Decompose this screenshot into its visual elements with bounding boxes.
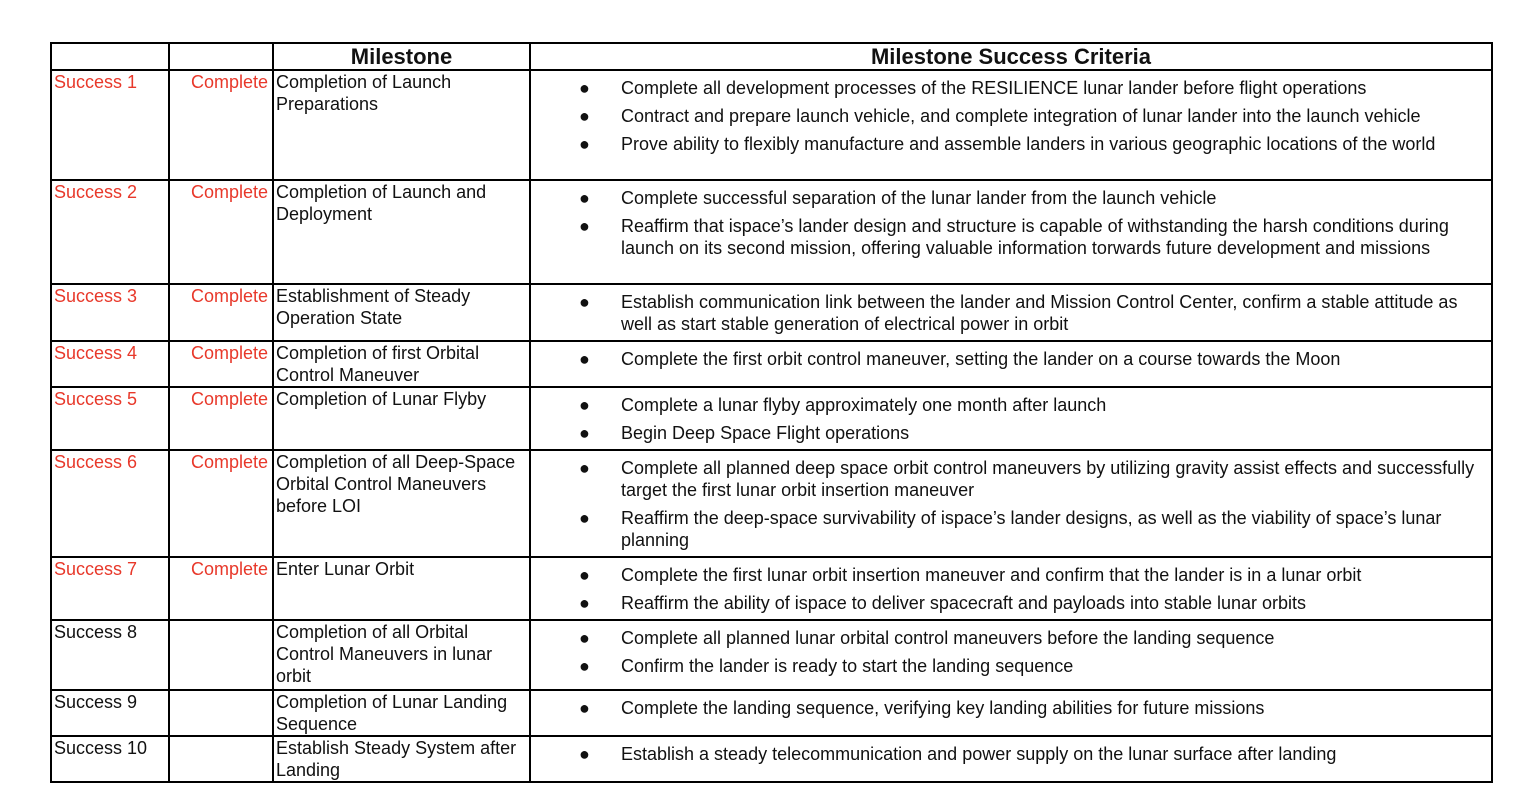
- bullet-icon: ●: [579, 78, 590, 98]
- criteria-text: Complete the first orbit control maneuver, setting the lander on a course towards the Moon: [621, 349, 1341, 369]
- table-row: [51, 620, 1492, 690]
- list-item: [533, 457, 1487, 501]
- criteria-text: Reaffirm that ispace’s lander design and structure is capable of withstanding the harsh conditions during launch on its second mission, offering valuable information torwards future development and missions: [621, 216, 1449, 258]
- success-id: Success 10: [51, 736, 169, 782]
- success-id: Success 1: [51, 70, 169, 180]
- list-item: [533, 187, 1487, 209]
- criteria-text: Complete the landing sequence, verifying key landing abilities for future missions: [621, 698, 1265, 718]
- criteria-list: [533, 457, 1487, 551]
- success-id: Success 4: [51, 341, 169, 387]
- bullet-icon: ●: [579, 395, 590, 415]
- success-id: Success 8: [51, 620, 169, 690]
- criteria-text: Reaffirm the deep-space survivability of ispace’s lander designs, as well as the viability of space’s lunar planning: [621, 508, 1442, 550]
- criteria-text: Complete a lunar flyby approximately one month after launch: [621, 395, 1107, 415]
- status-cell: Complete: [169, 450, 273, 557]
- criteria-text: Establish communication link between the lander and Mission Control Center, confirm a stable attitude as well as start stable generation of electrical power in orbit: [621, 292, 1458, 334]
- criteria-text: Complete all development processes of the RESILIENCE lunar lander before flight operations: [621, 78, 1367, 98]
- criteria-text: Complete successful separation of the lunar lander from the launch vehicle: [621, 188, 1217, 208]
- list-item: [533, 348, 1487, 370]
- criteria-cell: [530, 70, 1492, 180]
- header-id: [51, 43, 169, 70]
- criteria-cell: [530, 284, 1492, 341]
- list-item: [533, 697, 1487, 719]
- status-cell: Complete: [169, 70, 273, 180]
- bullet-icon: ●: [579, 698, 590, 718]
- milestone-cell: Completion of Launch and Deployment: [273, 180, 530, 284]
- status-cell: Complete: [169, 557, 273, 620]
- success-id: Success 3: [51, 284, 169, 341]
- criteria-cell: [530, 180, 1492, 284]
- table-row: [51, 284, 1492, 341]
- list-item: [533, 592, 1487, 614]
- bullet-icon: ●: [579, 188, 590, 208]
- table-row: [51, 690, 1492, 736]
- list-item: [533, 105, 1487, 127]
- criteria-text: Reaffirm the ability of ispace to deliver spacecraft and payloads into stable lunar orbits: [621, 593, 1307, 613]
- criteria-list: [533, 187, 1487, 259]
- list-item: [533, 507, 1487, 551]
- header-row: [51, 43, 1492, 70]
- criteria-list: [533, 743, 1487, 765]
- criteria-text: Prove ability to flexibly manufacture and assemble landers in various geographic locations of the world: [621, 134, 1436, 154]
- list-item: [533, 564, 1487, 586]
- criteria-text: Begin Deep Space Flight operations: [621, 423, 910, 443]
- criteria-text: Complete all planned lunar orbital control maneuvers before the landing sequence: [621, 628, 1275, 648]
- list-item: [533, 291, 1487, 335]
- list-item: [533, 133, 1487, 155]
- table-row: [51, 557, 1492, 620]
- criteria-cell: [530, 557, 1492, 620]
- criteria-cell: [530, 736, 1492, 782]
- header-status: [169, 43, 273, 70]
- list-item: [533, 77, 1487, 99]
- success-id: Success 2: [51, 180, 169, 284]
- milestone-cell: Completion of all Deep-Space Orbital Control Maneuvers before LOI: [273, 450, 530, 557]
- criteria-cell: [530, 387, 1492, 450]
- bullet-icon: ●: [579, 565, 590, 585]
- bullet-icon: ●: [579, 656, 590, 676]
- milestone-cell: Completion of Lunar Flyby: [273, 387, 530, 450]
- status-cell: Complete: [169, 180, 273, 284]
- list-item: [533, 394, 1487, 416]
- milestone-cell: Completion of first Orbital Control Maneuver: [273, 341, 530, 387]
- header-milestone: Milestone: [273, 43, 530, 70]
- status-cell: Complete: [169, 284, 273, 341]
- table-row: [51, 736, 1492, 782]
- criteria-cell: [530, 620, 1492, 690]
- success-id: Success 6: [51, 450, 169, 557]
- criteria-list: [533, 394, 1487, 444]
- table-row: [51, 387, 1492, 450]
- criteria-text: Complete all planned deep space orbit control maneuvers by utilizing gravity assist effects and successfully target the first lunar orbit insertion maneuver: [621, 458, 1475, 500]
- list-item: [533, 422, 1487, 444]
- list-item: [533, 655, 1487, 677]
- table-row: [51, 450, 1492, 557]
- criteria-text: Contract and prepare launch vehicle, and complete integration of lunar lander into the launch vehicle: [621, 106, 1421, 126]
- milestone-table: [50, 42, 1493, 783]
- status-cell: Complete: [169, 387, 273, 450]
- milestone-cell: Completion of all Orbital Control Maneuvers in lunar orbit: [273, 620, 530, 690]
- bullet-icon: ●: [579, 628, 590, 648]
- success-id: Success 5: [51, 387, 169, 450]
- criteria-list: [533, 77, 1487, 155]
- bullet-icon: ●: [579, 458, 590, 478]
- success-id: Success 9: [51, 690, 169, 736]
- bullet-icon: ●: [579, 292, 590, 312]
- status-cell: [169, 736, 273, 782]
- bullet-icon: ●: [579, 106, 590, 126]
- status-cell: Complete: [169, 341, 273, 387]
- table-row: [51, 180, 1492, 284]
- list-item: [533, 743, 1487, 765]
- bullet-icon: ●: [579, 349, 590, 369]
- criteria-text: Establish a steady telecommunication and power supply on the lunar surface after landing: [621, 744, 1337, 764]
- criteria-text: Complete the first lunar orbit insertion maneuver and confirm that the lander is in a lunar orbit: [621, 565, 1362, 585]
- bullet-icon: ●: [579, 423, 590, 443]
- status-cell: [169, 620, 273, 690]
- milestone-cell: Enter Lunar Orbit: [273, 557, 530, 620]
- status-cell: [169, 690, 273, 736]
- milestone-cell: Completion of Lunar Landing Sequence: [273, 690, 530, 736]
- criteria-cell: [530, 690, 1492, 736]
- bullet-icon: ●: [579, 508, 590, 528]
- list-item: [533, 215, 1487, 259]
- criteria-list: [533, 291, 1487, 335]
- table-body: [51, 70, 1492, 782]
- criteria-list: [533, 697, 1487, 719]
- milestone-cell: Establish Steady System after Landing: [273, 736, 530, 782]
- criteria-text: Confirm the lander is ready to start the landing sequence: [621, 656, 1074, 676]
- criteria-list: [533, 348, 1487, 370]
- header-criteria: Milestone Success Criteria: [530, 43, 1492, 70]
- bullet-icon: ●: [579, 744, 590, 764]
- criteria-cell: [530, 450, 1492, 557]
- table-row: [51, 341, 1492, 387]
- bullet-icon: ●: [579, 216, 590, 236]
- criteria-cell: [530, 341, 1492, 387]
- milestone-cell: Establishment of Steady Operation State: [273, 284, 530, 341]
- criteria-list: [533, 627, 1487, 677]
- bullet-icon: ●: [579, 134, 590, 154]
- bullet-icon: ●: [579, 593, 590, 613]
- table-row: [51, 70, 1492, 180]
- milestone-cell: Completion of Launch Preparations: [273, 70, 530, 180]
- criteria-list: [533, 564, 1487, 614]
- list-item: [533, 627, 1487, 649]
- success-id: Success 7: [51, 557, 169, 620]
